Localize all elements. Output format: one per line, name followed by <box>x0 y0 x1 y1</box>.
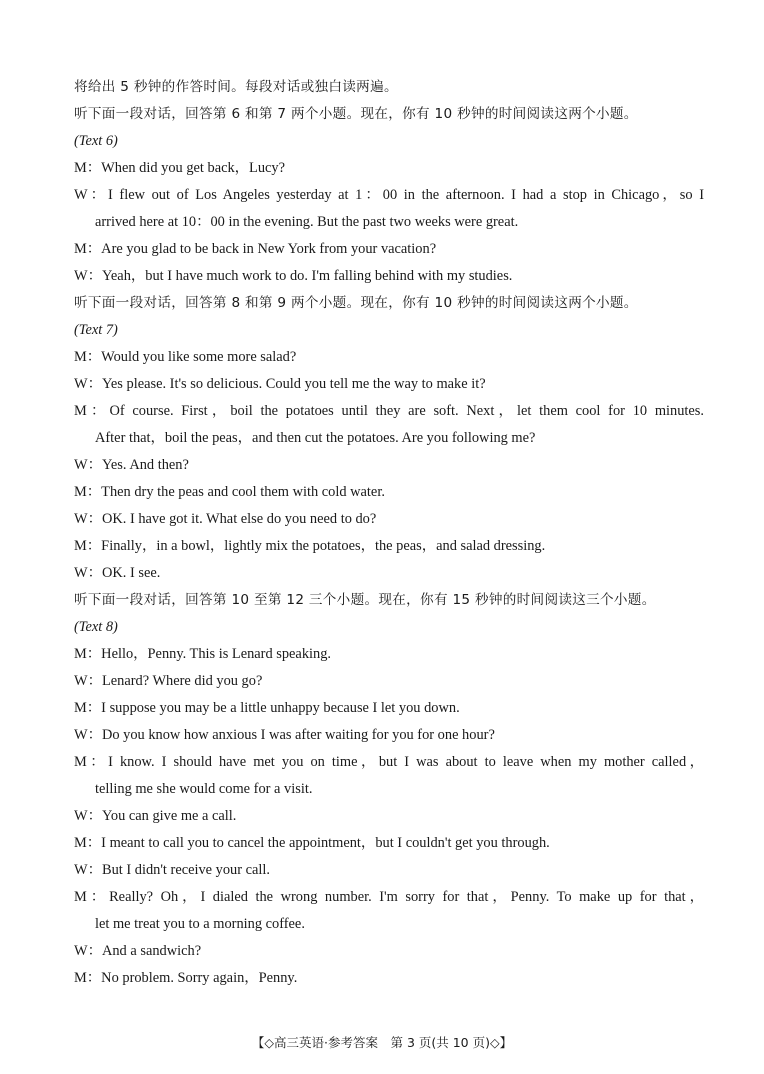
dialogue-line: W：Lenard? Where did you go? <box>74 673 263 689</box>
dialogue-line: W：But I didn't receive your call. <box>74 862 271 878</box>
dialogue-line: W：OK. I see. <box>74 565 161 581</box>
dialogue-line: M：I suppose you may be a little unhappy because I let you down. <box>74 700 460 716</box>
dialogue-line: M：Then dry the peas and cool them with cold water. <box>74 484 385 500</box>
dialogue-line-continuation: After that，boil the peas，and then cut the potatoes. Are you following me? <box>95 430 536 446</box>
dialogue-line-continuation: let me treat you to a morning coffee. <box>95 916 305 932</box>
dialogue-line: W：Do you know how anxious I was after waiting for you for one hour? <box>74 727 495 743</box>
dialogue-line: M：Really? Oh，I dialed the wrong number. I'm sorry for that，Penny. To make up for that， <box>74 889 704 905</box>
text-label: (Text 7) <box>74 322 118 338</box>
dialogue-line-continuation: arrived here at 10：00 in the evening. But the past two weeks were great. <box>95 214 519 230</box>
dialogue-line: W：I flew out of Los Angeles yesterday at 1：00 in the afternoon. I had a stop in Chicago，so I <box>74 187 704 203</box>
page-footer: 【◇高三英语·参考答案 第 3 页(共 10 页)◇】 <box>251 1035 513 1050</box>
section-instruction: 听下面一段对话，回答第 8 和第 9 两个小题。现在，你有 10 秒钟的时间阅读这两个小题。 <box>74 295 638 311</box>
dialogue-line: W：OK. I have got it. What else do you need to do? <box>74 511 377 527</box>
instruction-line: 将给出 5 秒钟的作答时间。每段对话或独白读两遍。 <box>74 79 398 95</box>
section-instruction: 听下面一段对话，回答第 10 至第 12 三个小题。现在，你有 15 秒钟的时间阅读这三个小题。 <box>74 592 656 608</box>
dialogue-line: M：Are you glad to be back in New York from your vacation? <box>74 241 437 257</box>
dialogue-line: M：I know. I should have met you on time，but I was about to leave when my mother called， <box>74 754 704 770</box>
dialogue-line: M：Of course. First，boil the potatoes until they are soft. Next，let them cool for 10 minutes. <box>74 403 704 419</box>
section-instruction: 听下面一段对话，回答第 6 和第 7 两个小题。现在，你有 10 秒钟的时间阅读这两个小题。 <box>74 106 638 122</box>
dialogue-line: M：No problem. Sorry again，Penny. <box>74 970 298 986</box>
text-label: (Text 8) <box>74 619 118 635</box>
dialogue-line-continuation: telling me she would come for a visit. <box>95 781 313 797</box>
dialogue-line: W：And a sandwich? <box>74 943 202 959</box>
text-label: (Text 6) <box>74 133 118 149</box>
dialogue-line: W：Yes please. It's so delicious. Could you tell me the way to make it? <box>74 376 486 392</box>
dialogue-line: W：Yeah，but I have much work to do. I'm falling behind with my studies. <box>74 268 513 284</box>
dialogue-line: M：I meant to call you to cancel the appointment，but I couldn't get you through. <box>74 835 550 851</box>
dialogue-line: M：Finally，in a bowl，lightly mix the potatoes，the peas，and salad dressing. <box>74 538 546 554</box>
dialogue-line: M：When did you get back，Lucy? <box>74 160 286 176</box>
dialogue-line: W：Yes. And then? <box>74 457 189 473</box>
dialogue-line: M：Would you like some more salad? <box>74 349 297 365</box>
dialogue-line: W：You can give me a call. <box>74 808 237 824</box>
dialogue-line: M：Hello，Penny. This is Lenard speaking. <box>74 646 332 662</box>
